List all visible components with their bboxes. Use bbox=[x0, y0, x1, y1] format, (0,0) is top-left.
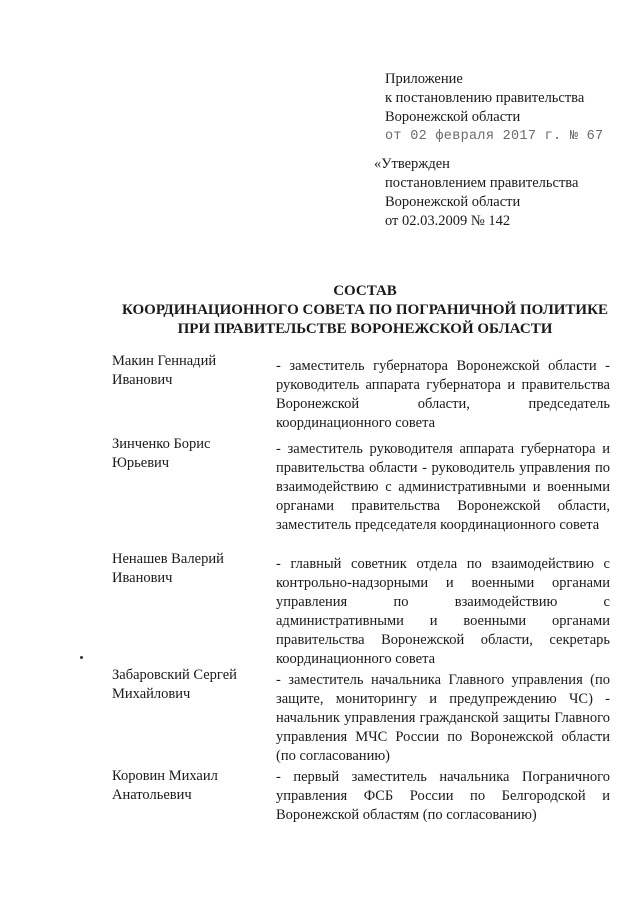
scan-speck bbox=[80, 656, 83, 659]
appendix-line: Приложение bbox=[385, 71, 463, 87]
approved-line: Воронежской области bbox=[385, 194, 521, 210]
title-line: КООРДИНАЦИОННОГО СОВЕТА ПО ПОГРАНИЧНОЙ ПОЛИТИКЕ bbox=[122, 302, 608, 318]
approved-line: «Утвержден bbox=[374, 156, 450, 172]
member-name bbox=[112, 666, 262, 704]
member-role: - первый заместитель начальника Пограничного управления ФСБ России по Белгородской и Воронежской областям (по согласованию) bbox=[276, 769, 610, 823]
title-line: СОСТАВ bbox=[333, 283, 397, 299]
approved-block bbox=[374, 155, 634, 231]
member-role: - заместитель губернатора Воронежской области - руководитель аппарата губернатора и правительства Воронежской области, председатель координационного совета bbox=[276, 358, 610, 431]
member-role: - главный советник отдела по взаимодействию с контрольно-надзорными и военными органами управления по взаимодействию с административными и военными органами правительства Воронежской области, секретарь координационного совета bbox=[276, 556, 610, 667]
member-patronymic: Михайлович bbox=[112, 686, 191, 702]
member-surname-firstname: Забаровский Сергей bbox=[112, 667, 237, 683]
member-name bbox=[112, 550, 262, 588]
member-patronymic: Иванович bbox=[112, 372, 173, 388]
member-name bbox=[112, 435, 262, 473]
member-patronymic: Юрьевич bbox=[112, 455, 170, 471]
member-surname-firstname: Зинченко Борис bbox=[112, 436, 211, 452]
approved-line: постановлением правительства bbox=[385, 175, 579, 191]
member-name bbox=[112, 767, 262, 805]
member-patronymic: Анатольевич bbox=[112, 787, 192, 803]
appendix-line: Воронежской области bbox=[385, 109, 521, 125]
member-role: - заместитель руководителя аппарата губернатора и правительства области - руководитель управления по взаимодействию с административными и военными органами правительства Воронежской области, заместитель председателя координационного совета bbox=[276, 441, 610, 533]
member-role: - заместитель начальника Главного управления (по защите, мониторингу и предупреждению ЧС) - начальник управления гражданской защиты Главного управления МЧС России по Воронежской области (по согласованию) bbox=[276, 672, 610, 764]
approved-line: от 02.03.2009 № 142 bbox=[385, 213, 511, 229]
appendix-date-stamp: от 02 февраля 2017 г. № 67 bbox=[385, 129, 604, 144]
member-surname-firstname: Коровин Михаил bbox=[112, 768, 218, 784]
appendix-line: к постановлению правительства bbox=[385, 90, 585, 106]
member-name bbox=[112, 352, 262, 390]
appendix-block bbox=[385, 70, 635, 146]
member-patronymic: Иванович bbox=[112, 570, 173, 586]
document-title bbox=[95, 282, 635, 339]
member-surname-firstname: Макин Геннадий bbox=[112, 353, 217, 369]
title-line: ПРИ ПРАВИТЕЛЬСТВЕ ВОРОНЕЖСКОЙ ОБЛАСТИ bbox=[177, 321, 553, 337]
member-surname-firstname: Ненашев Валерий bbox=[112, 551, 224, 567]
